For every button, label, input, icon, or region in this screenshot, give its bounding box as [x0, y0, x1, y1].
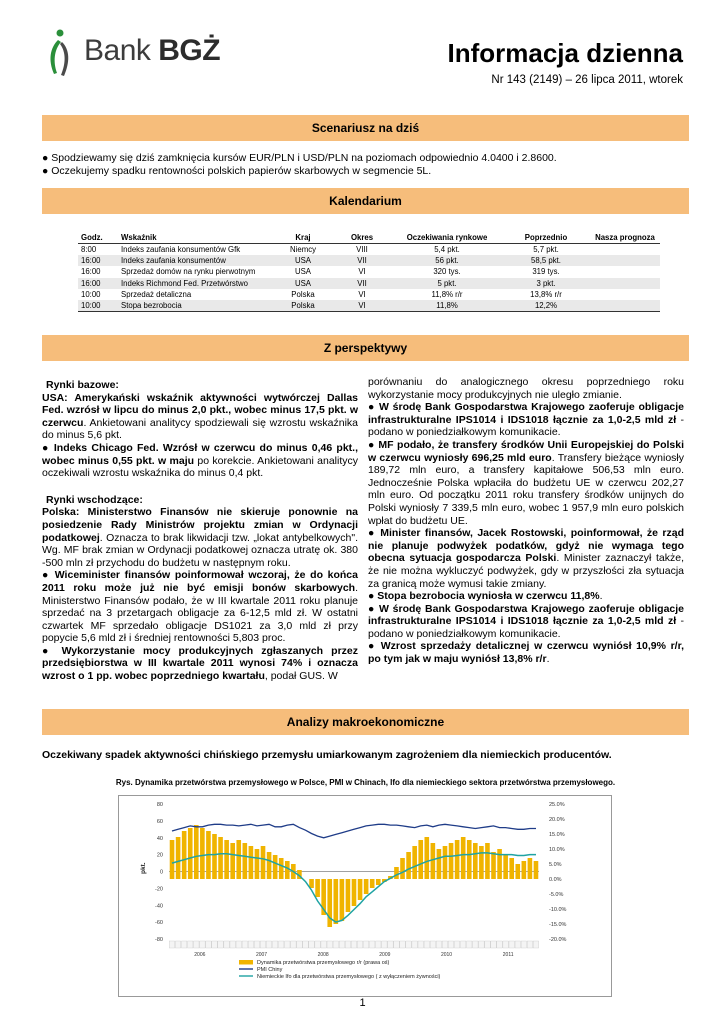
bar: [212, 834, 217, 879]
bar: [461, 837, 466, 879]
bold-text: USA: Amerykański wskaźnik aktywności wytwórczej Dallas Fed. wzrósł w lipcu do minus 2,0 pkt., wobec minus 17,5 pkt. w czerwcu: [42, 391, 358, 429]
paragraph: [42, 506, 358, 569]
paragraph: [368, 603, 684, 641]
month-cell: [200, 941, 205, 948]
cell-country: Polska: [274, 300, 332, 312]
cell-previous: 58,5 pkt.: [502, 255, 590, 266]
bar: [364, 879, 369, 894]
section-band-scenario: Scenariusz na dziś: [42, 115, 689, 141]
bar: [497, 849, 502, 879]
month-cell: [406, 941, 411, 948]
y-right-tick-label: -5.0%: [549, 892, 564, 898]
bank-name-part1: Bank: [84, 34, 151, 67]
bar: [449, 843, 454, 879]
bar: [218, 837, 223, 879]
cell-previous: 319 tys.: [532, 267, 560, 277]
month-cell: [266, 941, 271, 948]
paragraph: [368, 527, 684, 590]
month-cell: [509, 941, 514, 948]
bar: [333, 879, 338, 924]
bar: [485, 843, 490, 879]
y-left-tick-label: -80: [155, 937, 163, 943]
y-left-tick-label: 0: [159, 869, 163, 876]
scenario-bullet: ● Oczekujemy spadku rentowności polskich papierów skarbowych w segmencie 5L.: [42, 165, 432, 177]
body-text: . Ministerstwo Finansów podało, że w III kwartale 2011 roku planuje sprzedać na 3 przetargach obligacje za 6-12,5 mld zł. W ostatni czwartek MF sprzedało obligacje DS1021 za 3,0 mld zł przy popycie 5,6 mld zł i średniej rentowności 5,803 proc.: [42, 581, 358, 645]
calendar-header-cell: Okres: [332, 231, 392, 244]
bar: [522, 861, 527, 879]
paragraph: [368, 401, 684, 439]
paragraph: [368, 640, 684, 665]
month-cell: [242, 941, 247, 948]
bar: [255, 849, 260, 879]
month-cell: [285, 941, 290, 948]
x-year-label: 2011: [502, 952, 514, 958]
cell-country: Polska: [291, 289, 315, 299]
month-cell: [376, 941, 381, 948]
x-year-label: 2008: [317, 952, 329, 958]
cell-previous: 3 pkt.: [502, 278, 590, 289]
paragraph: [368, 376, 684, 401]
month-cell: [175, 941, 180, 948]
month-cell: [412, 941, 417, 948]
legend-label: Niemieckie Ifo dla przetwórstwa przemysłowego ( z wyłączeniem żywności): [257, 974, 441, 980]
subheading-emerging-markets: Rynki wschodzące:: [46, 493, 143, 506]
y-left-tick-label: -60: [155, 920, 163, 927]
y-left-tick-label: -40: [155, 903, 163, 910]
month-cell: [321, 941, 326, 948]
cell-period: VI: [358, 267, 366, 277]
bar: [230, 843, 235, 879]
month-cell: [400, 941, 405, 948]
body-text: . Oznacza to brak likwidacji tzw. „lokat antybelkowych". Wg. MF brak zmian w Ordynacji podatkowej oznacza utratę ok. 380 -500 mln zł przychodu do budżetu w następnym roku.: [42, 531, 358, 569]
bank-name-part2: BGŻ: [158, 34, 221, 67]
cell-indicator: Stopa bezrobocia: [118, 300, 274, 312]
month-cell: [497, 941, 502, 948]
month-cell: [485, 941, 490, 948]
body-text: , podał GUS. W: [264, 670, 338, 683]
month-cell: [260, 941, 265, 948]
bar: [176, 837, 181, 879]
month-cell: [291, 941, 296, 948]
cell-time: 16:00: [81, 267, 101, 277]
bar: [370, 879, 375, 888]
cell-period: VIII: [356, 245, 368, 255]
body-text: - podano w poniedziałkowym komunikacie.: [368, 413, 684, 439]
bar: [340, 879, 345, 921]
analysis-lead: Oczekiwany spadek aktywności chińskiego przemysłu umiarkowanym zagrożeniem dla niemieckich producentów.: [42, 749, 612, 761]
bold-text: ● Indeks Chicago Fed. Wzrósł w czerwcu do minus 0,46 pkt., wobec minus 0,55 pkt. w maju: [42, 441, 358, 467]
bar: [406, 852, 411, 879]
bar: [243, 843, 248, 879]
calendar-header-row: [78, 231, 660, 244]
cell-indicator: Sprzedaż detaliczna: [121, 289, 192, 299]
y-right-tick-label: 25.0%: [549, 802, 565, 808]
x-year-label: 2009: [379, 952, 391, 958]
bar: [509, 858, 514, 879]
bar: [394, 867, 399, 879]
cell-time: 16:00: [78, 255, 118, 266]
bar: [431, 843, 436, 879]
body-text: .: [599, 590, 603, 603]
cell-period: VII: [332, 278, 392, 289]
month-cell: [327, 941, 332, 948]
bold-text: ● Stopa bezrobocia wyniosła w czerwcu 11,8%: [368, 590, 600, 603]
calendar-header-cell: Nasza prognoza: [590, 231, 660, 244]
bar: [376, 879, 381, 885]
month-cell: [467, 941, 472, 948]
y-right-tick-label: 10.0%: [549, 847, 565, 853]
bar: [443, 846, 448, 879]
paragraph: [368, 590, 684, 603]
cell-forecast: [590, 255, 660, 266]
bar: [315, 879, 320, 897]
bar: [491, 852, 496, 879]
month-cell: [491, 941, 496, 948]
bar: [473, 843, 478, 879]
month-cell: [418, 941, 423, 948]
bar: [346, 879, 351, 912]
calendar-header-cell: Poprzednio: [502, 231, 590, 244]
subheading-base-markets: Rynki bazowe:: [46, 379, 119, 391]
cell-indicator: Sprzedaż domów na rynku pierwotnym: [121, 267, 256, 277]
month-cell: [333, 941, 338, 948]
y-left-tick-label: -20: [155, 886, 163, 893]
month-cell: [460, 941, 465, 948]
cell-country: Niemcy: [290, 245, 316, 255]
bar: [418, 840, 423, 879]
cell-forecast: [590, 266, 660, 277]
table-row: [78, 266, 660, 277]
pmi-line: [172, 824, 536, 838]
month-cell: [315, 941, 320, 948]
cell-expected: 5 pkt.: [392, 278, 502, 289]
month-cell: [527, 941, 532, 948]
table-row: [78, 278, 660, 289]
cell-forecast: [590, 244, 660, 256]
body-text: - podano w poniedziałkowym komunikacie.: [368, 615, 684, 640]
month-cell: [345, 941, 350, 948]
table-row: [78, 244, 660, 256]
month-cell: [187, 941, 192, 948]
month-cell: [430, 941, 435, 948]
month-cell: [351, 941, 356, 948]
bar: [358, 879, 363, 900]
month-cell: [363, 941, 368, 948]
legend-label: Dynamika przetwórstwa przemysłowego r/r (prawa oś): [257, 960, 390, 966]
calendar-header-cell: Oczekiwania rynkowe: [392, 231, 502, 244]
cell-forecast: [590, 278, 660, 289]
table-row: [78, 255, 660, 266]
section-band-perspective: Z perspektywy: [42, 335, 689, 361]
right-column: [368, 376, 684, 666]
chart-caption: Rys. Dynamika przetwórstwa przemysłowego w Polsce, PMI w Chinach, Ifo dla niemieckiego sektora przetwórstwa przemysłowego.: [115, 778, 616, 787]
month-cell: [254, 941, 259, 948]
month-cell: [181, 941, 186, 948]
month-cell: [369, 941, 374, 948]
month-cell: [394, 941, 399, 948]
cell-forecast: [590, 289, 660, 300]
month-cell: [248, 941, 253, 948]
y-right-tick-label: -15.0%: [549, 922, 567, 928]
body-text: porównaniu do analogicznego okresu poprzedniego roku wykorzystanie mocy produkcyjnych nie uległo zmianie.: [368, 376, 684, 401]
y-right-tick-label: -10.0%: [549, 907, 567, 913]
cell-period: VI: [358, 289, 366, 299]
paragraph: [42, 392, 358, 442]
cell-indicator: Indeks zaufania konsumentów Gfk: [121, 245, 241, 255]
cell-country: USA: [274, 278, 332, 289]
bar: [279, 858, 284, 879]
cell-indicator: Indeks zaufania konsumentów: [118, 255, 274, 266]
bold-text: Polska: Ministerstwo Finansów nie skieruje ponownie na posiedzenie Rady Ministrów projektu zmian w Ordynacji podatkowej: [42, 506, 358, 544]
cell-expected: 56 pkt.: [392, 255, 502, 266]
section-band-analysis: Analizy makroekonomiczne: [42, 709, 689, 735]
legend-swatch: [239, 960, 253, 965]
month-cell: [309, 941, 314, 948]
table-row: [78, 300, 660, 312]
calendar-header-cell: Wskaźnik: [118, 231, 274, 244]
month-cell: [194, 941, 199, 948]
y-right-tick-label: 15.0%: [549, 832, 565, 838]
bar: [285, 861, 290, 879]
bar: [182, 831, 187, 879]
y-right-tick-label: -20.0%: [549, 937, 567, 943]
x-year-label: 2007: [255, 952, 268, 958]
scenario-bullet: ● Spodziewamy się dziś zamknięcia kursów EUR/PLN i USD/PLN na poziomach odpowiednio 4.0400 i 2.8600.: [42, 152, 557, 164]
bank-name: [84, 34, 220, 68]
calendar-header-cell: Kraj: [274, 231, 332, 244]
bold-text: ● Minister finansów, Jacek Rostowski, poinformował, że rząd nie planuje podwyżek podatków, gdyż nie wymaga tego obecna sytuacja gospodarcza Polski: [368, 527, 684, 565]
paragraph: [42, 645, 358, 683]
bar: [194, 825, 199, 879]
month-cell: [442, 941, 447, 948]
y-left-tick-label: 40: [156, 835, 163, 842]
bold-text: ● MF podało, że transfery środków Unii Europejskiej do Polski w czerwcu wyniosły 696,25 mld euro: [368, 438, 684, 464]
cell-country: USA: [274, 255, 332, 266]
legend-label: PMI Chiny: [257, 967, 283, 973]
month-cell: [357, 941, 362, 948]
month-cell: [278, 941, 283, 948]
bar: [400, 858, 405, 879]
cell-time: 10:00: [78, 300, 118, 312]
bar: [224, 840, 229, 879]
bar: [261, 846, 266, 879]
section-band-calendar: Kalendarium: [42, 188, 689, 214]
bold-text: ● Wiceminister finansów poinformował wczoraj, że do końca 2011 roku może już nie być emisji bonów skarbowych: [42, 569, 358, 594]
month-cell: [503, 941, 508, 948]
month-cell: [224, 941, 229, 948]
bar: [200, 828, 205, 879]
month-cell: [303, 941, 308, 948]
bold-text: ● Wykorzystanie mocy produkcyjnych zgłaszanych przez przedsiębiorstwa w III kwartale 2011 wynosi 74% i oznacza wzrost o 1 pp. wobec poprzedniego kwartału: [42, 644, 358, 683]
month-cell: [424, 941, 429, 948]
chart-frame: [118, 795, 612, 997]
body-text: . Transfery bieżące wyniosły 189,72 mln euro, a transfery kapitałowe 506,53 mln euro. Jednocześnie Polska wpłaciła do budżetu UE w czerwcu 202,27 mln euro. Od początku 2011 roku transfery środków unijnych do Polski wyniosły 7 339,5 mln euro, wobec 1 957,9 mln euro polskich wpłat do budżetu UE.: [368, 451, 684, 527]
bar: [412, 846, 417, 879]
bank-logo-icon: [40, 28, 80, 80]
month-cell: [212, 941, 217, 948]
y-right-tick-label: 5.0%: [549, 862, 562, 868]
bar: [249, 846, 254, 879]
month-cell: [448, 941, 453, 948]
month-cell: [533, 941, 538, 948]
bar: [236, 840, 241, 879]
x-year-label: 2006: [194, 952, 206, 958]
bar: [188, 828, 193, 879]
month-cell: [454, 941, 459, 948]
bar: [437, 849, 442, 879]
bar: [503, 855, 508, 879]
month-cell: [473, 941, 478, 948]
y-left-tick-label: 80: [156, 802, 163, 808]
y-right-tick-label: 20.0%: [549, 817, 565, 823]
month-cell: [169, 941, 174, 948]
cell-previous: 12,2%: [502, 300, 590, 312]
month-cell: [515, 941, 520, 948]
month-cell: [236, 941, 241, 948]
industrial-production-chart: [119, 796, 611, 996]
month-cell: [297, 941, 302, 948]
page-title: Informacja dzienna: [447, 38, 683, 68]
month-cell: [206, 941, 211, 948]
issue-line: Nr 143 (2149) – 26 lipca 2011, wtorek: [491, 74, 683, 86]
bar: [267, 852, 272, 879]
paragraph: [42, 569, 358, 645]
bar: [273, 855, 278, 879]
bar: [479, 846, 484, 879]
y-left-tick-label: 20: [156, 852, 163, 859]
paragraph: [42, 442, 358, 480]
cell-expected: 5,4 pkt.: [434, 245, 460, 255]
cell-expected: 11,8% r/r: [431, 289, 463, 299]
month-cell: [272, 941, 277, 948]
bar: [424, 837, 429, 879]
month-cell: [479, 941, 484, 948]
table-row: [78, 289, 660, 300]
body-text: .: [546, 653, 550, 666]
x-year-label: 2010: [440, 952, 453, 958]
body-text: . Ankietowani analitycy spodziewali się wzrostu wskaźnika do minus 5,6 pkt.: [42, 416, 358, 442]
bar: [467, 840, 472, 879]
body-text: . Minister zaznaczył także, że nie można wykluczyć podwyżek, gdy w przyszłości zła sytuacja za granicą może wymusi takie zmiany.: [368, 552, 684, 590]
bar: [352, 879, 357, 906]
cell-forecast: [590, 300, 660, 312]
cell-expected: 11,8%: [392, 300, 502, 312]
cell-period: VII: [332, 255, 392, 266]
cell-country: USA: [294, 267, 312, 277]
cell-previous: 13,8% r/r: [530, 289, 562, 299]
bar: [170, 840, 175, 879]
y-right-tick-label: 0.0%: [549, 877, 562, 883]
cell-indicator: Indeks Richmond Fed. Przetwórstwo: [118, 278, 274, 289]
calendar-table: [78, 231, 660, 312]
y-left-tick-label: 60: [156, 818, 163, 825]
cell-expected: 320 tys.: [433, 267, 461, 277]
left-column: [42, 379, 358, 683]
month-cell: [521, 941, 526, 948]
calendar-header-cell: Godz.: [78, 231, 118, 244]
bar: [528, 858, 533, 879]
bold-text: ● W środę Bank Gospodarstwa Krajowego zaoferuje obligacje infrastrukturalne IPS1014 i IDS1018 łącznie za 1,0-2,5 mld zł: [368, 401, 684, 426]
month-cell: [218, 941, 223, 948]
cell-time: 10:00: [81, 289, 101, 299]
paragraph: [368, 439, 684, 527]
body-text: po korekcie. Ankietowani analitycy oczekiwali wzrostu wskaźnika do minus 0,4 pkt.: [42, 454, 358, 480]
page-number: 1: [359, 997, 366, 1009]
cell-time: 8:00: [81, 245, 97, 255]
scenario-bullets: [42, 152, 557, 178]
y-axis-label: pkt.: [140, 862, 147, 874]
bold-text: ● Wzrost sprzedaży detalicznej w czerwcu wyniósł 10,9% r/r, po tym jak w maju wyniósł 13,8% r/r: [368, 640, 684, 666]
bold-text: ● W środę Bank Gospodarstwa Krajowego zaoferuje obligacje infrastrukturalne IPS1014 i IDS1018 łącznie za 1,0-2,5 mld zł: [368, 602, 684, 628]
cell-previous: 5,7 pkt.: [533, 245, 559, 255]
bar: [515, 864, 520, 879]
month-cell: [230, 941, 235, 948]
bar: [455, 840, 460, 879]
cell-period: VI: [332, 300, 392, 312]
month-cell: [388, 941, 393, 948]
month-cell: [339, 941, 344, 948]
month-cell: [382, 941, 387, 948]
cell-time: 16:00: [78, 278, 118, 289]
bar: [534, 861, 539, 879]
month-cell: [436, 941, 441, 948]
